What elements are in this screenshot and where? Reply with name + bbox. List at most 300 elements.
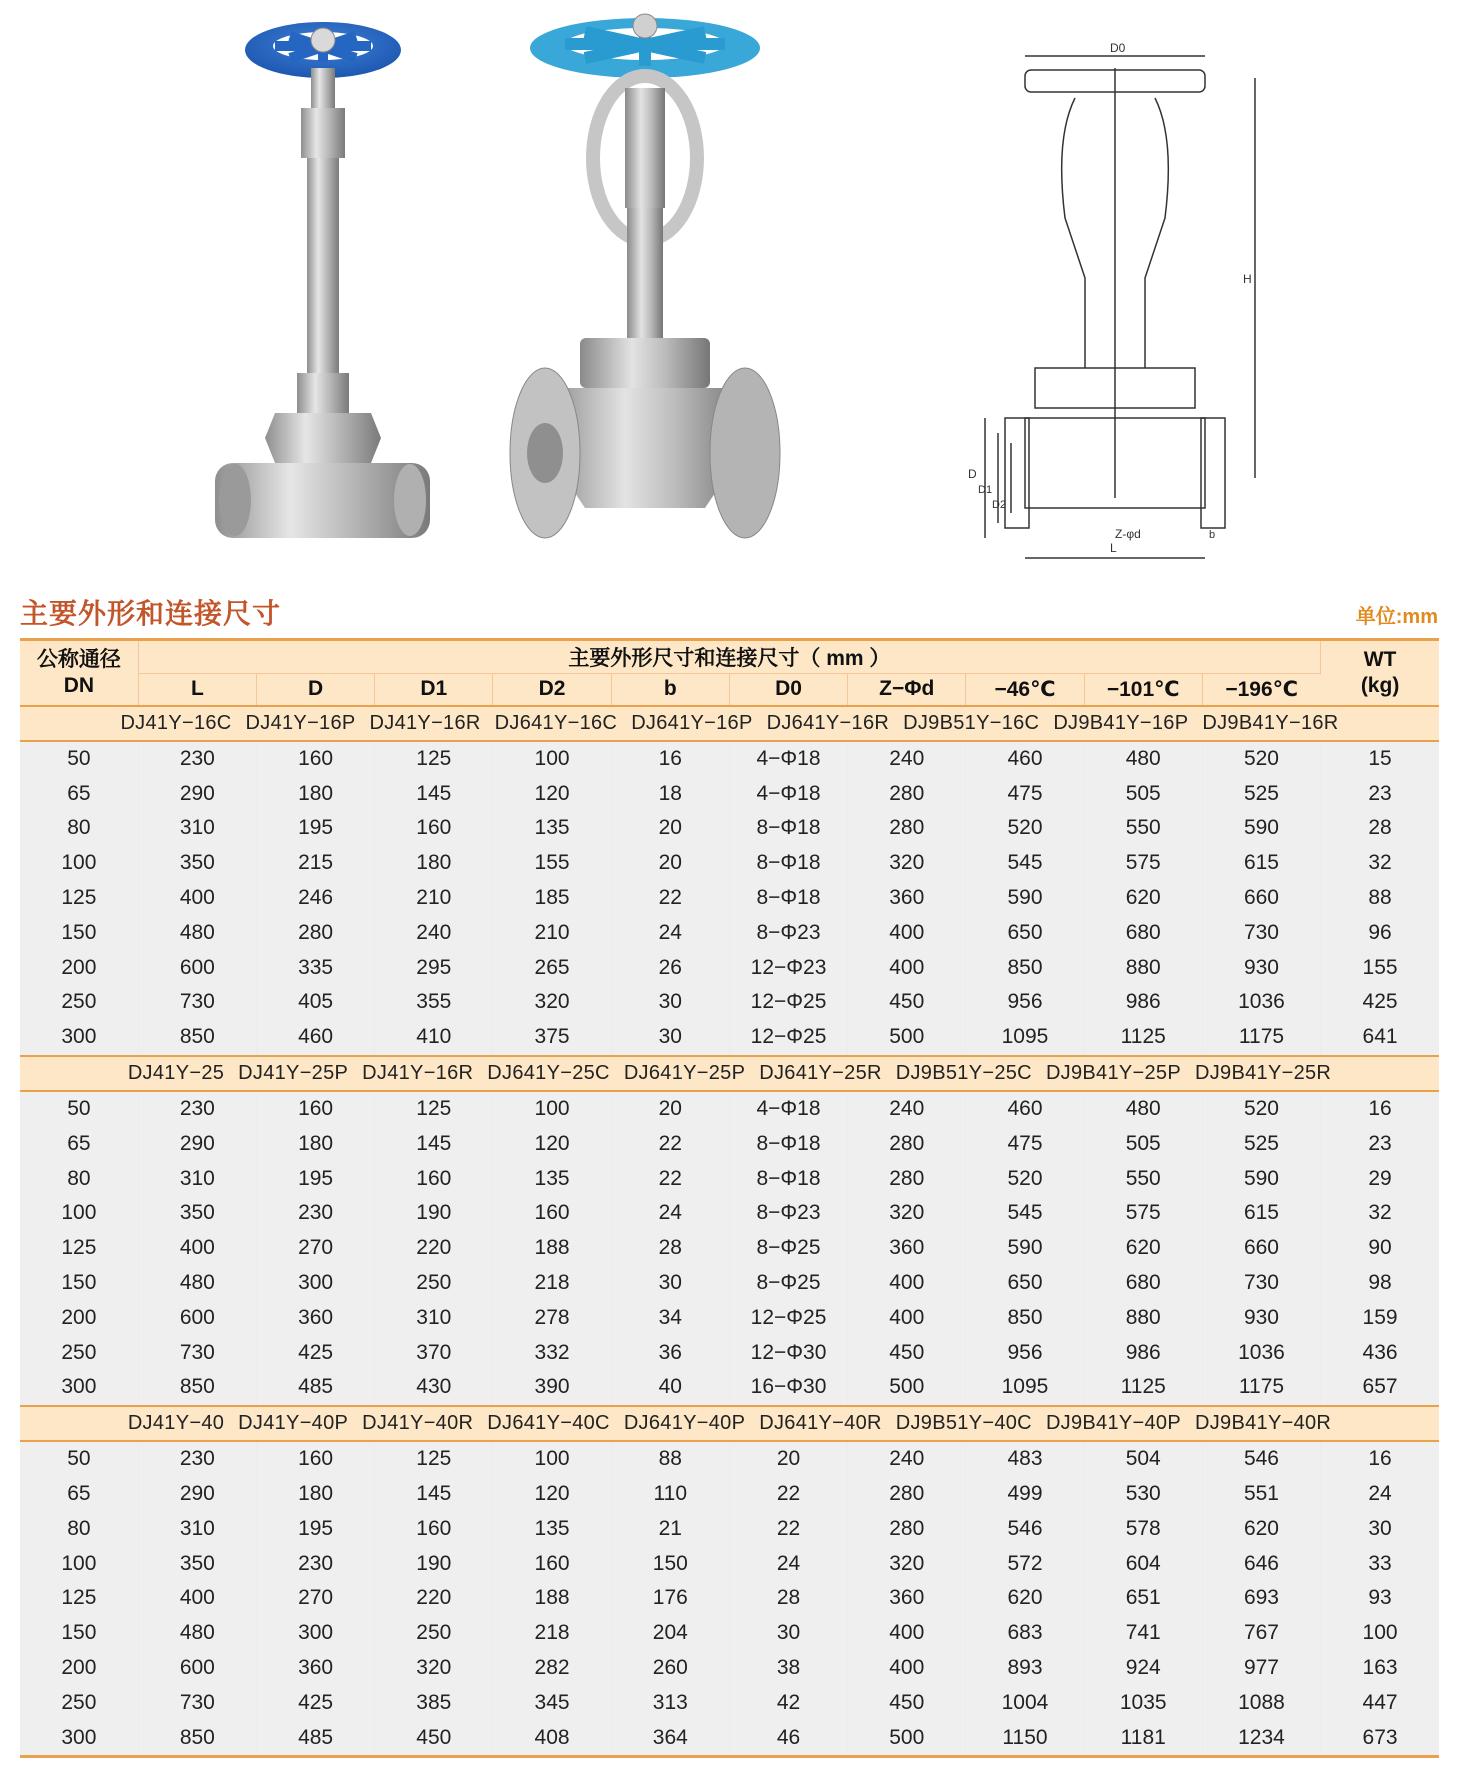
table-cell: 188 <box>493 1231 611 1266</box>
table-cell: 230 <box>138 1441 256 1477</box>
table-cell: 320 <box>848 1546 966 1581</box>
table-cell: 100 <box>1321 1616 1439 1651</box>
table-cell: 20 <box>611 811 729 846</box>
table-cell: 280 <box>848 1477 966 1512</box>
sub-header: Z−Φd <box>848 674 966 706</box>
table-row <box>20 846 1439 881</box>
table-cell: 400 <box>138 1581 256 1616</box>
table-cell: 180 <box>256 1126 374 1161</box>
table-cell: 575 <box>1084 846 1202 881</box>
model-code: DJ641Y−16C <box>494 711 618 734</box>
label-d0: D0 <box>1110 41 1126 55</box>
table-cell: 499 <box>966 1477 1084 1512</box>
cell-dn: 80 <box>20 811 138 846</box>
table-cell: 100 <box>493 1441 611 1477</box>
table-cell: 160 <box>375 811 493 846</box>
table-cell: 98 <box>1321 1266 1439 1301</box>
table-row <box>20 811 1439 846</box>
table-cell: 360 <box>848 881 966 916</box>
table-cell: 22 <box>611 1161 729 1196</box>
table-cell: 525 <box>1202 776 1320 811</box>
cell-dn: 80 <box>20 1161 138 1196</box>
table-cell: 4−Φ18 <box>729 741 847 777</box>
dimension-table-wrapper <box>20 638 1439 1758</box>
table-cell: 4−Φ18 <box>729 776 847 811</box>
table-cell: 250 <box>375 1266 493 1301</box>
sub-header: D1 <box>375 674 493 706</box>
table-cell: 160 <box>375 1511 493 1546</box>
table-cell: 850 <box>966 950 1084 985</box>
table-cell: 480 <box>138 1616 256 1651</box>
table-row <box>20 1651 1439 1686</box>
table-cell: 400 <box>138 1231 256 1266</box>
table-cell: 180 <box>256 776 374 811</box>
table-cell: 246 <box>256 881 374 916</box>
table-cell: 505 <box>1084 1126 1202 1161</box>
table-cell: 460 <box>966 741 1084 777</box>
table-cell: 8−Φ18 <box>729 1126 847 1161</box>
table-cell: 280 <box>848 1161 966 1196</box>
table-cell: 483 <box>966 1441 1084 1477</box>
table-cell: 620 <box>1202 1511 1320 1546</box>
table-cell: 615 <box>1202 1196 1320 1231</box>
sub-header: −196℃ <box>1202 674 1320 706</box>
table-cell: 30 <box>611 1020 729 1056</box>
table-cell: 195 <box>256 1511 374 1546</box>
table-cell: 34 <box>611 1300 729 1335</box>
model-code: DJ41Y−16R <box>369 711 481 734</box>
model-code: DJ41Y−40R <box>362 1411 474 1434</box>
table-cell: 572 <box>966 1546 1084 1581</box>
table-cell: 42 <box>729 1685 847 1720</box>
table-cell: 930 <box>1202 950 1320 985</box>
table-cell: 155 <box>493 846 611 881</box>
table-row <box>20 1720 1439 1756</box>
table-cell: 24 <box>611 915 729 950</box>
table-cell: 400 <box>848 950 966 985</box>
model-code: DJ9B41Y−40R <box>1195 1411 1332 1434</box>
table-cell: 46 <box>729 1720 847 1756</box>
table-cell: 125 <box>375 1441 493 1477</box>
table-cell: 36 <box>611 1335 729 1370</box>
table-cell: 188 <box>493 1581 611 1616</box>
table-cell: 24 <box>729 1546 847 1581</box>
cell-dn: 125 <box>20 1581 138 1616</box>
table-row <box>20 1477 1439 1512</box>
table-row <box>20 1126 1439 1161</box>
table-cell: 360 <box>848 1581 966 1616</box>
table-row <box>20 776 1439 811</box>
model-code: DJ641Y−40C <box>487 1411 610 1434</box>
table-cell: 590 <box>966 881 1084 916</box>
table-cell: 32 <box>1321 846 1439 881</box>
model-code: DJ9B41Y−25P <box>1045 1061 1181 1084</box>
header-group: 主要外形尺寸和连接尺寸（ mm ） <box>138 640 1320 674</box>
table-cell: 600 <box>138 950 256 985</box>
cell-dn: 125 <box>20 1231 138 1266</box>
table-cell: 880 <box>1084 1300 1202 1335</box>
table-cell: 8−Φ18 <box>729 846 847 881</box>
sub-header: b <box>611 674 729 706</box>
table-cell: 480 <box>138 915 256 950</box>
table-row <box>20 1616 1439 1651</box>
table-cell: 850 <box>966 1300 1084 1335</box>
table-cell: 8−Φ25 <box>729 1266 847 1301</box>
cell-dn: 250 <box>20 1685 138 1720</box>
table-cell: 290 <box>138 776 256 811</box>
table-cell: 400 <box>138 881 256 916</box>
table-cell: 600 <box>138 1651 256 1686</box>
model-code: DJ9B51Y−25C <box>895 1061 1032 1084</box>
table-cell: 23 <box>1321 1126 1439 1161</box>
table-cell: 650 <box>966 915 1084 950</box>
cell-dn: 300 <box>20 1370 138 1406</box>
table-cell: 345 <box>493 1685 611 1720</box>
table-cell: 450 <box>848 1685 966 1720</box>
table-cell: 405 <box>256 985 374 1020</box>
table-cell: 26 <box>611 950 729 985</box>
table-cell: 16−Φ30 <box>729 1370 847 1406</box>
table-cell: 615 <box>1202 846 1320 881</box>
sub-header: −46℃ <box>966 674 1084 706</box>
table-cell: 310 <box>375 1300 493 1335</box>
table-cell: 767 <box>1202 1616 1320 1651</box>
table-body <box>20 706 1439 1757</box>
table-cell: 450 <box>375 1720 493 1756</box>
table-cell: 1035 <box>1084 1685 1202 1720</box>
table-cell: 530 <box>1084 1477 1202 1512</box>
table-cell: 278 <box>493 1300 611 1335</box>
table-cell: 475 <box>966 1126 1084 1161</box>
dimension-table <box>20 638 1439 1758</box>
table-row <box>20 1300 1439 1335</box>
model-row <box>20 1056 1439 1091</box>
header-dn: 公称通径 DN <box>20 640 138 706</box>
table-cell: 1036 <box>1202 985 1320 1020</box>
cell-dn: 50 <box>20 1441 138 1477</box>
cell-dn: 80 <box>20 1511 138 1546</box>
table-cell: 673 <box>1321 1720 1439 1756</box>
table-cell: 410 <box>375 1020 493 1056</box>
table-cell: 88 <box>1321 881 1439 916</box>
table-cell: 20 <box>611 1091 729 1127</box>
table-cell: 135 <box>493 1511 611 1546</box>
table-cell: 28 <box>1321 811 1439 846</box>
label-d: D <box>968 467 977 481</box>
table-cell: 12−Φ25 <box>729 1300 847 1335</box>
cell-dn: 125 <box>20 881 138 916</box>
table-cell: 1181 <box>1084 1720 1202 1756</box>
table-cell: 355 <box>375 985 493 1020</box>
table-cell: 364 <box>611 1720 729 1756</box>
table-cell: 400 <box>848 1266 966 1301</box>
table-cell: 360 <box>848 1231 966 1266</box>
table-cell: 16 <box>1321 1091 1439 1127</box>
table-cell: 590 <box>1202 811 1320 846</box>
table-cell: 180 <box>256 1477 374 1512</box>
table-cell: 956 <box>966 1335 1084 1370</box>
table-cell: 350 <box>138 1196 256 1231</box>
table-cell: 425 <box>256 1335 374 1370</box>
cell-dn: 200 <box>20 1651 138 1686</box>
table-cell: 651 <box>1084 1581 1202 1616</box>
table-cell: 550 <box>1084 811 1202 846</box>
table-cell: 1150 <box>966 1720 1084 1756</box>
table-cell: 520 <box>1202 741 1320 777</box>
model-code: DJ641Y−40P <box>623 1411 746 1434</box>
table-cell: 1095 <box>966 1020 1084 1056</box>
table-cell: 385 <box>375 1685 493 1720</box>
cell-dn: 200 <box>20 950 138 985</box>
table-cell: 360 <box>256 1300 374 1335</box>
cell-dn: 250 <box>20 985 138 1020</box>
model-code: DJ641Y−25R <box>759 1061 882 1084</box>
table-cell: 282 <box>493 1651 611 1686</box>
cell-dn: 200 <box>20 1300 138 1335</box>
table-cell: 290 <box>138 1477 256 1512</box>
table-cell: 425 <box>256 1685 374 1720</box>
label-b: b <box>1209 529 1216 541</box>
table-cell: 145 <box>375 776 493 811</box>
table-cell: 220 <box>375 1231 493 1266</box>
table-cell: 400 <box>848 1616 966 1651</box>
table-cell: 110 <box>611 1477 729 1512</box>
table-cell: 20 <box>611 846 729 881</box>
table-cell: 320 <box>493 985 611 1020</box>
table-cell: 400 <box>848 1300 966 1335</box>
table-cell: 604 <box>1084 1546 1202 1581</box>
table-cell: 18 <box>611 776 729 811</box>
model-code: DJ41Y−16R <box>362 1061 474 1084</box>
table-cell: 620 <box>1084 1231 1202 1266</box>
table-cell: 390 <box>493 1370 611 1406</box>
table-cell: 525 <box>1202 1126 1320 1161</box>
sub-header: D2 <box>493 674 611 706</box>
table-cell: 250 <box>375 1616 493 1651</box>
table-cell: 551 <box>1202 1477 1320 1512</box>
table-cell: 320 <box>375 1651 493 1686</box>
table-cell: 260 <box>611 1651 729 1686</box>
table-cell: 22 <box>611 1126 729 1161</box>
table-cell: 12−Φ23 <box>729 950 847 985</box>
table-cell: 300 <box>256 1266 374 1301</box>
table-cell: 310 <box>138 1161 256 1196</box>
table-cell: 657 <box>1321 1370 1439 1406</box>
cell-dn: 100 <box>20 1196 138 1231</box>
table-cell: 218 <box>493 1616 611 1651</box>
cell-dn: 65 <box>20 1126 138 1161</box>
table-cell: 485 <box>256 1370 374 1406</box>
table-cell: 155 <box>1321 950 1439 985</box>
table-cell: 160 <box>493 1546 611 1581</box>
table-cell: 641 <box>1321 1020 1439 1056</box>
table-cell: 22 <box>611 881 729 916</box>
table-cell: 977 <box>1202 1651 1320 1686</box>
table-cell: 240 <box>848 1441 966 1477</box>
table-cell: 520 <box>1202 1091 1320 1127</box>
model-code: DJ9B41Y−40P <box>1045 1411 1181 1434</box>
table-row <box>20 1441 1439 1477</box>
table-cell: 93 <box>1321 1581 1439 1616</box>
table-cell: 590 <box>1202 1161 1320 1196</box>
model-row <box>20 706 1439 741</box>
table-cell: 22 <box>729 1477 847 1512</box>
table-cell: 38 <box>729 1651 847 1686</box>
table-row <box>20 1091 1439 1127</box>
table-cell: 313 <box>611 1685 729 1720</box>
table-cell: 280 <box>256 915 374 950</box>
table-cell: 320 <box>848 1196 966 1231</box>
table-cell: 500 <box>848 1720 966 1756</box>
table-cell: 741 <box>1084 1616 1202 1651</box>
table-cell: 8−Φ18 <box>729 811 847 846</box>
table-cell: 218 <box>493 1266 611 1301</box>
cell-dn: 100 <box>20 846 138 881</box>
table-cell: 20 <box>729 1441 847 1477</box>
table-cell: 447 <box>1321 1685 1439 1720</box>
cell-dn: 150 <box>20 1616 138 1651</box>
table-cell: 120 <box>493 1126 611 1161</box>
table-cell: 693 <box>1202 1581 1320 1616</box>
table-cell: 480 <box>1084 1091 1202 1127</box>
table-cell: 660 <box>1202 881 1320 916</box>
model-code: DJ9B51Y−16C <box>903 711 1040 734</box>
label-z-phi-d: Z-φd <box>1115 527 1141 541</box>
table-cell: 850 <box>138 1720 256 1756</box>
table-cell: 30 <box>611 985 729 1020</box>
table-cell: 12−Φ25 <box>729 1020 847 1056</box>
model-row <box>20 1406 1439 1441</box>
valve-photo-socket-weld <box>215 8 430 548</box>
model-code: DJ641Y−40R <box>759 1411 882 1434</box>
table-cell: 546 <box>1202 1441 1320 1477</box>
table-cell: 986 <box>1084 1335 1202 1370</box>
table-cell: 310 <box>138 1511 256 1546</box>
table-cell: 125 <box>375 741 493 777</box>
table-cell: 190 <box>375 1196 493 1231</box>
table-cell: 4−Φ18 <box>729 1091 847 1127</box>
model-code: DJ41Y−40 <box>127 1411 225 1434</box>
table-cell: 23 <box>1321 776 1439 811</box>
table-cell: 90 <box>1321 1231 1439 1266</box>
model-code: DJ41Y−25 <box>127 1061 225 1084</box>
table-cell: 450 <box>848 985 966 1020</box>
table-cell: 220 <box>375 1581 493 1616</box>
table-cell: 30 <box>611 1266 729 1301</box>
product-images <box>0 0 1460 575</box>
header-weight: WT (kg) <box>1321 640 1439 706</box>
table-row <box>20 1196 1439 1231</box>
table-cell: 280 <box>848 1511 966 1546</box>
table-cell: 240 <box>375 915 493 950</box>
table-cell: 1175 <box>1202 1020 1320 1056</box>
table-cell: 145 <box>375 1126 493 1161</box>
table-cell: 1175 <box>1202 1370 1320 1406</box>
model-code: DJ9B51Y−40C <box>895 1411 1032 1434</box>
table-cell: 195 <box>256 1161 374 1196</box>
table-cell: 680 <box>1084 1266 1202 1301</box>
valve-dimension-drawing <box>965 38 1265 578</box>
table-cell: 620 <box>1084 881 1202 916</box>
table-cell: 8−Φ25 <box>729 1231 847 1266</box>
table-cell: 230 <box>256 1546 374 1581</box>
table-cell: 270 <box>256 1231 374 1266</box>
table-cell: 280 <box>848 811 966 846</box>
model-code: DJ641Y−16R <box>766 711 890 734</box>
table-cell: 300 <box>256 1616 374 1651</box>
table-cell: 295 <box>375 950 493 985</box>
table-cell: 96 <box>1321 915 1439 950</box>
sub-header: D0 <box>729 674 847 706</box>
table-cell: 425 <box>1321 985 1439 1020</box>
table-cell: 924 <box>1084 1651 1202 1686</box>
table-cell: 125 <box>375 1091 493 1127</box>
table-row <box>20 1685 1439 1720</box>
model-code: DJ9B41Y−16R <box>1202 711 1339 734</box>
table-cell: 15 <box>1321 741 1439 777</box>
table-cell: 160 <box>493 1196 611 1231</box>
table-cell: 12−Φ25 <box>729 985 847 1020</box>
table-cell: 730 <box>1202 915 1320 950</box>
table-cell: 180 <box>375 846 493 881</box>
table-cell: 930 <box>1202 1300 1320 1335</box>
table-cell: 159 <box>1321 1300 1439 1335</box>
table-cell: 30 <box>1321 1511 1439 1546</box>
table-row <box>20 1581 1439 1616</box>
table-cell: 500 <box>848 1020 966 1056</box>
cell-dn: 250 <box>20 1335 138 1370</box>
table-cell: 400 <box>848 1651 966 1686</box>
table-cell: 40 <box>611 1370 729 1406</box>
table-cell: 1234 <box>1202 1720 1320 1756</box>
cell-dn: 300 <box>20 1720 138 1756</box>
table-cell: 32 <box>1321 1196 1439 1231</box>
table-cell: 176 <box>611 1581 729 1616</box>
model-code: DJ9B41Y−25R <box>1195 1061 1332 1084</box>
table-cell: 408 <box>493 1720 611 1756</box>
table-cell: 986 <box>1084 985 1202 1020</box>
table-cell: 160 <box>256 741 374 777</box>
table-cell: 850 <box>138 1370 256 1406</box>
label-d1: D1 <box>978 484 993 496</box>
table-cell: 8−Φ18 <box>729 1161 847 1196</box>
table-cell: 430 <box>375 1370 493 1406</box>
table-cell: 310 <box>138 811 256 846</box>
cell-dn: 150 <box>20 915 138 950</box>
cell-dn: 65 <box>20 1477 138 1512</box>
table-row <box>20 1161 1439 1196</box>
table-cell: 145 <box>375 1477 493 1512</box>
table-cell: 1095 <box>966 1370 1084 1406</box>
table-cell: 16 <box>611 741 729 777</box>
table-cell: 683 <box>966 1616 1084 1651</box>
table-cell: 450 <box>848 1335 966 1370</box>
table-cell: 100 <box>493 1091 611 1127</box>
table-cell: 270 <box>256 1581 374 1616</box>
model-code: DJ641Y−16P <box>631 711 753 734</box>
table-cell: 290 <box>138 1126 256 1161</box>
label-l: L <box>1110 541 1117 555</box>
model-code: DJ9B41Y−16P <box>1053 711 1189 734</box>
table-cell: 578 <box>1084 1511 1202 1546</box>
table-cell: 332 <box>493 1335 611 1370</box>
table-cell: 320 <box>848 846 966 881</box>
cell-dn: 100 <box>20 1546 138 1581</box>
table-cell: 545 <box>966 846 1084 881</box>
table-cell: 100 <box>493 741 611 777</box>
table-cell: 21 <box>611 1511 729 1546</box>
table-cell: 546 <box>966 1511 1084 1546</box>
